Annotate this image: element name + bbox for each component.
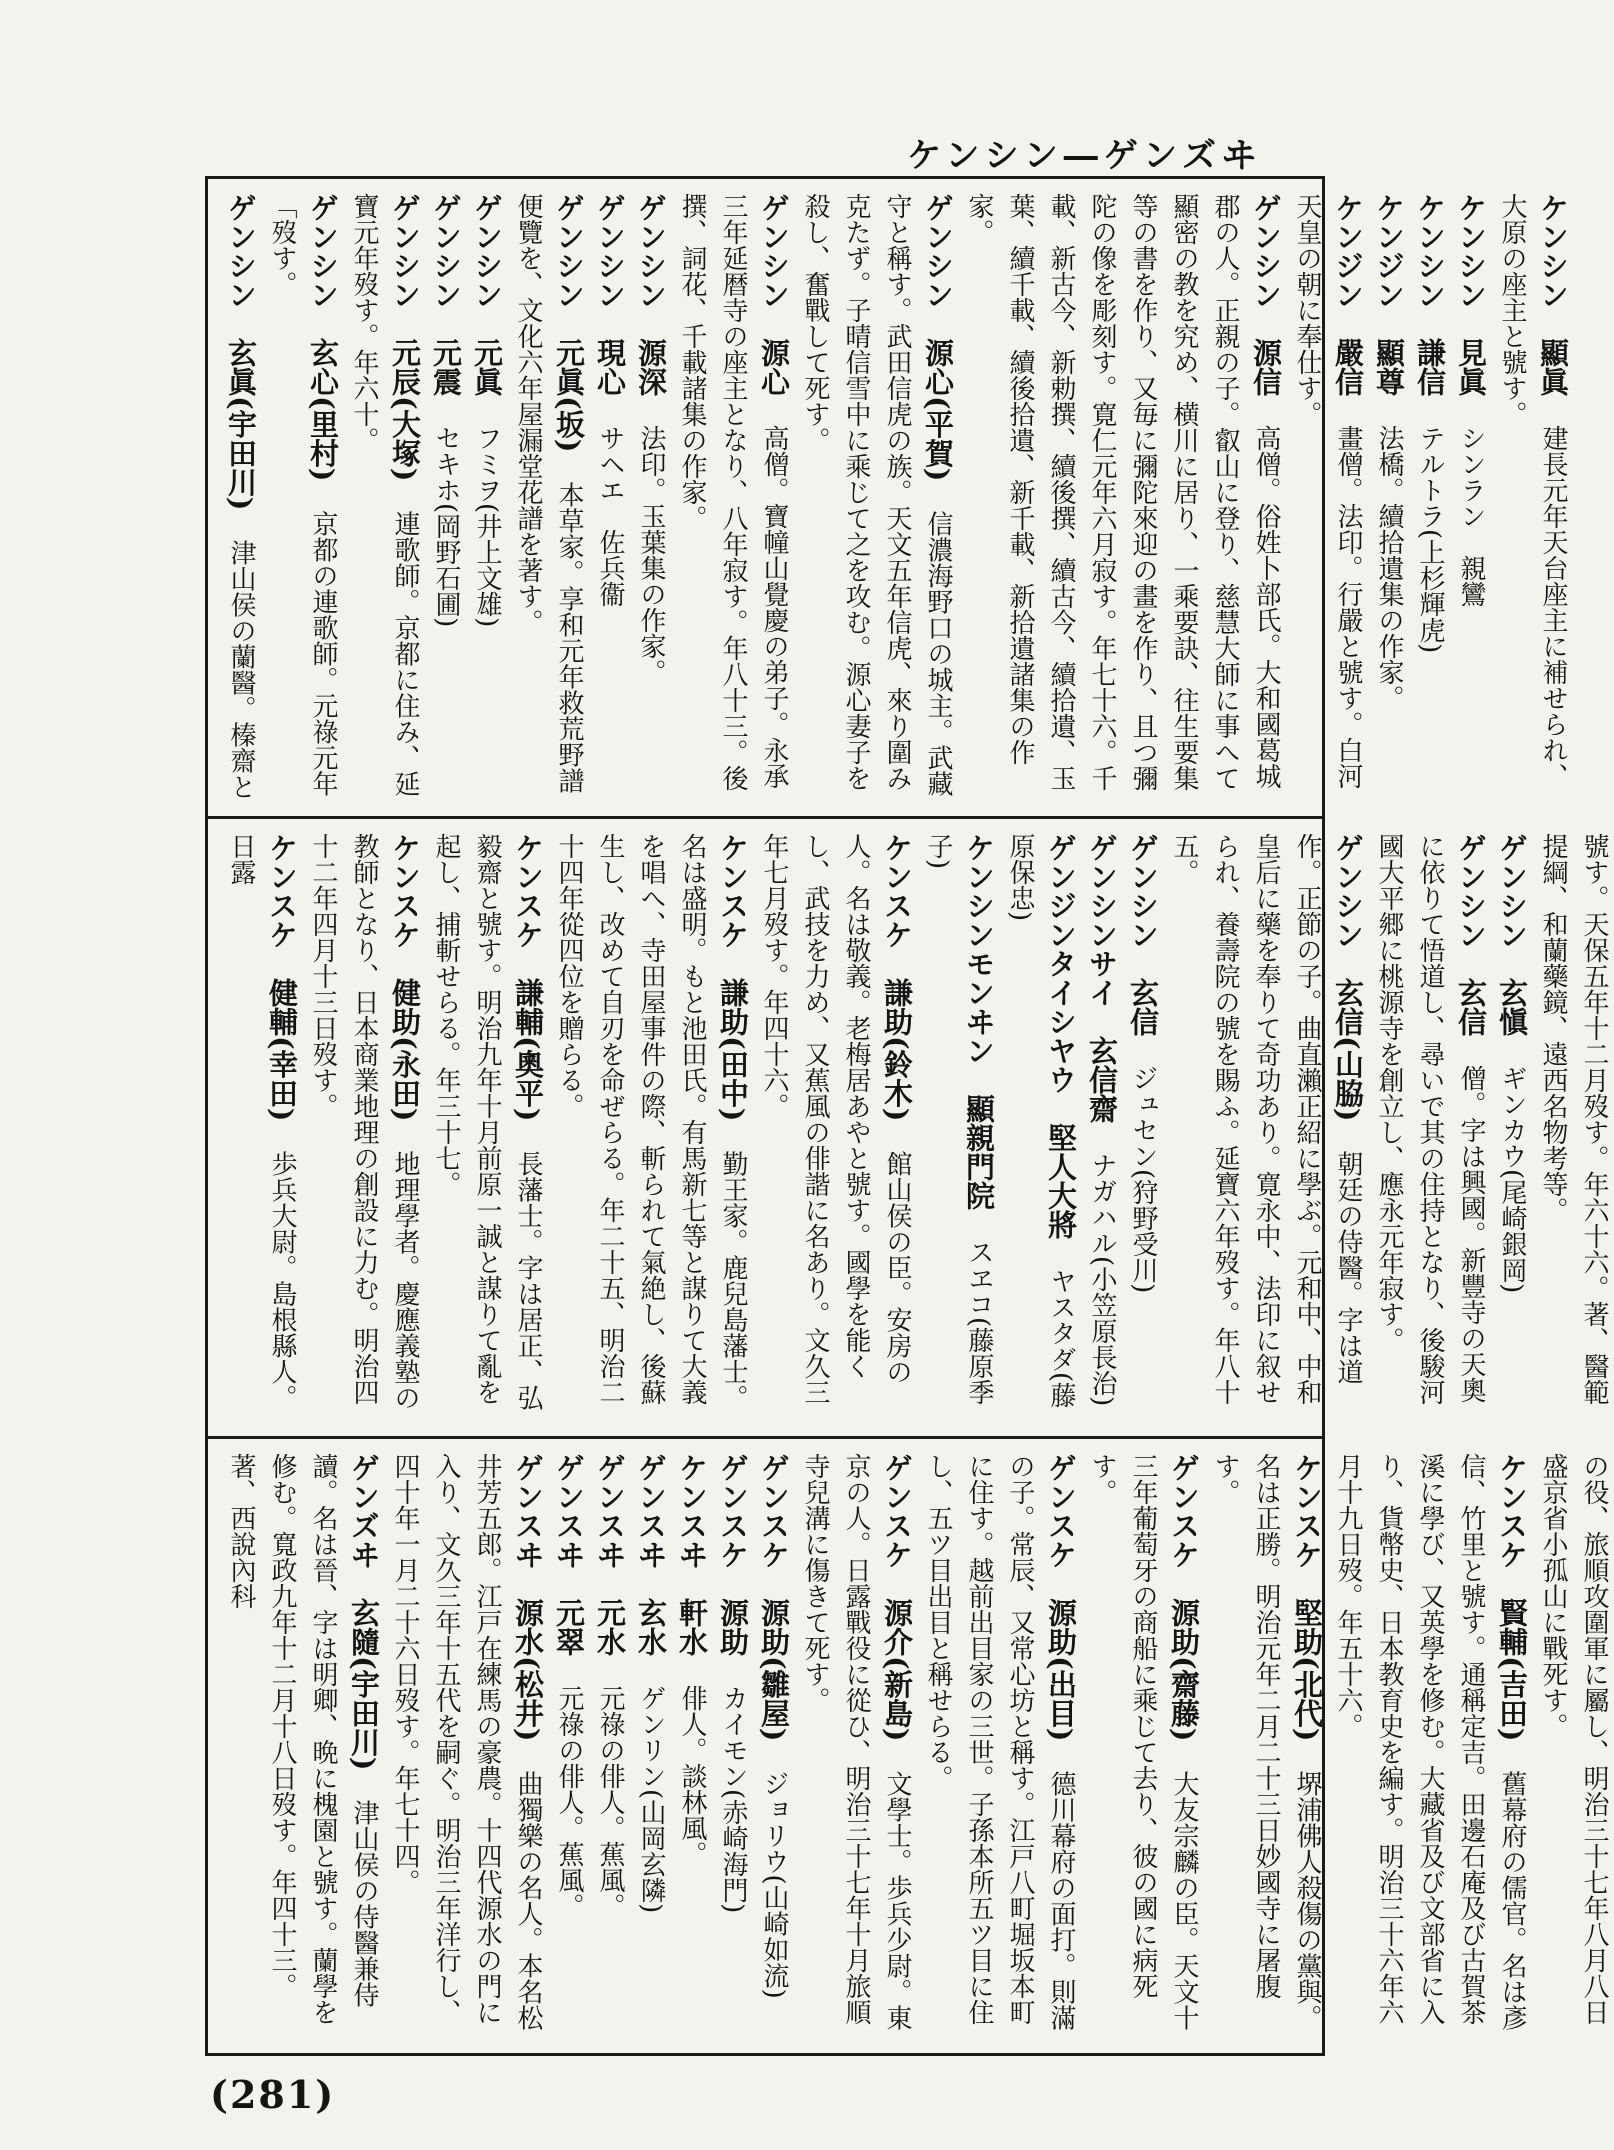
- dictionary-entry: [302, 833, 425, 1422]
- dictionary-entry: [753, 1453, 794, 2039]
- entry-text: 津山侯の侍醫兼侍讀。名は晉、字は明卿、晩に槐園と號す。蘭學を修む。寬政九年十二月十八日歿す。年四十三。著、西說內科: [226, 1453, 379, 2025]
- entry-text: セキホ(岡野石圃): [431, 425, 461, 628]
- entry-headword: ゲンスケ 源介(新島): [880, 1453, 914, 1771]
- middle-tier: [208, 819, 1609, 1439]
- entry-headword: ゲンシン 源心(平賀): [921, 193, 955, 511]
- entry-headword: ケンシン 顯眞: [1536, 193, 1570, 425]
- entry-headword: ゲンシン 元震: [429, 193, 463, 425]
- entry-headword: ケンスケ 堅助(北代): [1290, 1453, 1324, 1771]
- entry-headword: ケンスケ 謙助(鈴木): [880, 833, 914, 1151]
- entry-text: 德川幕府の面打。則滿の子。常辰、又常心坊と稱す。江戸八町堀坂本町に住す。越前出目家の三世。子孫本所五ツ目に住し、五ツ目出目と稱せらる。: [923, 1453, 1076, 2031]
- dictionary-entry: [343, 193, 425, 802]
- entry-headword: ゲンスヰ 元水: [593, 1453, 627, 1685]
- entry-headword: ゲンシン 源心: [757, 193, 791, 425]
- entry-headword: ゲンシン 元眞: [470, 193, 504, 425]
- entry-text: 長藩士。字は居正、弘毅齋と號す。明治九年十月前原一誠と謀りて亂を起し、捕斬せらる。年三十七。: [431, 833, 543, 1411]
- entry-headword: ゲンシン 玄心(里村): [306, 193, 340, 511]
- dictionary-entry: [999, 833, 1081, 1422]
- entry-text: 元祿の俳人。蕉風。: [554, 1685, 584, 1919]
- dictionary-entry: [1368, 833, 1491, 1422]
- entry-headword: ゲンシン 元眞(坂): [552, 193, 586, 482]
- dictionary-entry: [220, 833, 302, 1422]
- entry-headword: ゲンスヰ 元翠: [552, 1453, 586, 1685]
- entry-text: 堺浦佛人殺傷の黨與。名は正勝。明治元年二月二十三日妙國寺に屠腹す。: [1210, 1453, 1322, 2031]
- entry-text: シンラン 親鸞: [1456, 425, 1486, 607]
- entry-text: ナガハル(小笠原長治): [1087, 1152, 1117, 1407]
- dictionary-entry: [220, 1453, 384, 2039]
- dictionary-entry: [548, 833, 753, 1422]
- dictionary-entry: [1409, 193, 1450, 802]
- entry-headword: ゲンシン 玄眞(宇田川): [224, 193, 258, 540]
- dictionary-entry: [425, 833, 548, 1422]
- dictionary-entry: [958, 193, 1286, 802]
- entry-headword: ゲンシン 玄愼: [1495, 833, 1529, 1065]
- entry-headword: ゲンスヰ 玄水: [634, 1453, 668, 1685]
- entry-headword: ゲンスケ 源助: [716, 1453, 750, 1685]
- entry-text: 本草家。享和元年救荒野譜便覽を、文化六年屋漏堂花譜を著す。: [513, 193, 584, 794]
- dictionary-entry: [1491, 833, 1532, 1422]
- entry-text: スヱコ(藤原季子): [923, 833, 994, 1406]
- entry-text: 建長元年天台座主に補せられ、大原の座主と號す。: [1497, 193, 1568, 789]
- entry-text: ゲンリン(山岡玄隣): [636, 1685, 666, 1914]
- entry-text: 法印。玉葉集の作家。: [636, 425, 666, 685]
- lower-tier: [208, 1439, 1609, 2053]
- entry-headword: ケンスケ 賢輔(吉田): [1495, 1453, 1529, 1771]
- entry-headword: ゲンシン 玄信: [1126, 833, 1160, 1065]
- entry-text: 高僧。俗姓卜部氏。大和國葛城郡の人。正親の子。叡山に登り、慈慧大師に事へて顯密の教を究め、横川に居り、一乘要訣、往生要集等の書を作り、又毎に彌陀來迎の畫を作り、且つ彌陀の像を彫刻す。寛仁元年六月寂す。年七十六。千載、新古今、新勅撰、續後撰、續古今、續拾遺、玉葉、續千載、續後拾遺、新千載、新拾遺諸集の作家。: [964, 193, 1281, 791]
- entries-column: [220, 193, 1573, 802]
- entry-text: ギンカウ(尾崎銀岡): [1497, 1065, 1527, 1294]
- entry-headword: ゲンシン 源信: [1249, 193, 1283, 425]
- entry-text: テルトラ(上杉輝虎): [1415, 425, 1445, 654]
- page-number: (281): [210, 2072, 336, 2117]
- entry-text: 俳人。談林風。: [677, 1685, 707, 1867]
- dictionary-entry: [630, 1453, 671, 2039]
- dictionary-entry: [589, 193, 630, 802]
- entry-headword: ゲンシン 玄信(山脇): [1331, 833, 1365, 1151]
- entry-text: 勤王家。鹿兒島藩士。名は盛明。もと池田氏。有馬新七等と謀りて大義を唱へ、寺田屋事件の際、斬られて氣絶し、後蘇生し、改めて自刃を命ぜらる。年二十五、明治二十四年從四位を贈らる。: [554, 833, 748, 1411]
- entries-column: [220, 1453, 1614, 2039]
- dictionary-entry: [917, 1453, 1081, 2039]
- entry-headword: ゲンシン 元辰(大塚): [388, 193, 422, 511]
- entry-headword: ゲンスケ 源助(出目): [1044, 1453, 1078, 1771]
- entry-headword: ゲンズヰ 玄隨(宇田川): [347, 1453, 381, 1800]
- dictionary-entry: [507, 193, 589, 802]
- entry-headword: ケンシン 見眞: [1454, 193, 1488, 425]
- dictionary-entry: [1081, 1453, 1204, 2039]
- entry-text: 法橋。續拾遺集の作家。: [1374, 425, 1404, 711]
- entry-text: 連歌師。京都に住み、延寶元年歿す。年六十。: [349, 193, 420, 797]
- dictionary-entry: [1450, 193, 1491, 802]
- entry-text: フミヲ(井上文雄): [472, 425, 502, 628]
- page-frame: [205, 176, 1609, 2056]
- entry-headword: ケンシン 謙信: [1413, 193, 1447, 425]
- entry-text: 津山侯の蘭醫。榛齋と: [226, 539, 256, 800]
- dictionary-entry: [1204, 1453, 1327, 2039]
- entry-headword: ケンスケ 健助(永田): [388, 833, 422, 1151]
- dictionary-entry: [712, 1453, 753, 2039]
- entry-text: 畫僧。法印。行嚴と號す。白河天皇の朝に奉仕す。: [1292, 193, 1363, 789]
- dictionary-entry: [1122, 833, 1163, 1422]
- entry-text: 曲獨樂の名人。本名松井芳五郎。江戸在練馬の豪農。十四代源水の門に入り、文久三年十五代を嗣ぐ。明治三年洋行し、四十年一月二十六日歿す。年七十四。: [390, 1453, 543, 2031]
- entry-headword: ゲンスケ 源助(齋藤): [1167, 1453, 1201, 1771]
- entry-text: 高僧。寶幢山覺慶の弟子。永承三年延暦寺の座主となり、八年寂す。年八十三。後撰、詞花、千載諸集の作家。: [677, 193, 789, 791]
- dictionary-entry: [548, 1453, 589, 2039]
- dictionary-entry: [466, 193, 507, 802]
- dictionary-entry: [671, 193, 794, 802]
- entry-text: ジョリウ(山崎如流): [759, 1770, 789, 1999]
- entry-headword: ゲンスケ 源助(雛屋): [757, 1453, 791, 1771]
- entry-text: 舊幕府の儒官。名は彥信、竹里と號す。通稱定吉。田邊石庵及び古賀茶溪に學び、又英學を修む。大藏省及び文部省に入り、貨幣史、日本教育史を編す。明治三十六年六月十九日歿。年五十六。: [1333, 1453, 1527, 2031]
- entry-text: 號す。天保五年十二月歿す。年六十六。著、醫範提綱、和蘭藥鏡、遠西名物考等。: [1538, 833, 1609, 1405]
- entry-headword: ゲンジンタイシヤウ 堅人大將: [1044, 833, 1078, 1268]
- dictionary-entry: [1081, 833, 1122, 1422]
- entry-text: 地理學者。慶應義塾の教師となり、日本商業地理の創設に力む。明治四十二年四月十三日歿す。: [308, 833, 420, 1411]
- entry-headword: ケンジン 嚴信: [1331, 193, 1365, 425]
- entry-headword: ケンスケ 謙輔(奧平): [511, 833, 545, 1151]
- entry-headword: ゲンシン 現心: [593, 193, 627, 425]
- entry-text: サヘエ 佐兵衞: [595, 425, 625, 607]
- dictionary-entry: [1163, 833, 1368, 1422]
- entry-headword: ゲンシン 源深: [634, 193, 668, 425]
- dictionary-entry: [1491, 193, 1573, 802]
- entry-headword: ケンスケ 健輔(幸田): [265, 833, 299, 1151]
- entry-text: 京都の連歌師。元祿元年「歿す。: [267, 193, 338, 797]
- dictionary-entry: [753, 833, 917, 1422]
- dictionary-entry: [1532, 1453, 1614, 2039]
- dictionary-entry: [589, 1453, 630, 2039]
- dictionary-entry: [425, 193, 466, 802]
- entry-text: カイモン(赤崎海門): [718, 1685, 748, 1914]
- entries-column: [220, 833, 1614, 1422]
- dictionary-entry: [384, 1453, 548, 2039]
- entry-text: 朝廷の侍醫。字は道作。正節の子。曲直瀨正紹に學ぶ。元和中、中和皇后に藥を奉りて奇功あり。寛永中、法印に叙せられ、養壽院の號を賜ふ。延寶六年歿す。年八十五。: [1169, 833, 1363, 1405]
- dictionary-entry: [261, 193, 343, 802]
- dictionary-entry: [1327, 1453, 1532, 2039]
- entry-headword: ゲンシン 玄信: [1454, 833, 1488, 1065]
- upper-tier: [208, 179, 1570, 819]
- entry-text: 歩兵大尉。島根縣人。日露: [226, 833, 297, 1411]
- entry-headword: ゲンシンサイ 玄信齋: [1085, 833, 1119, 1152]
- entry-text: ジュセン(狩野受川): [1128, 1065, 1158, 1294]
- entry-text: 信濃海野口の城主。武藏守と稱す。武田信虎の族。天文五年信虎、來り圍み克たず。子晴信雪中に乘じて之を攻む。源心妻子を殺し、奮戰して死す。: [800, 193, 953, 797]
- dictionary-entry: [1532, 833, 1614, 1422]
- entry-text: 元祿の俳人。蕉風。: [595, 1685, 625, 1919]
- entry-text: ヤスタダ(藤原保忠): [1005, 833, 1076, 1409]
- entry-headword: ケンシンモンヰン 顯親門院: [962, 833, 996, 1239]
- entry-headword: ゲンスヰ 源水(松井): [511, 1453, 545, 1771]
- entry-text: 大友宗麟の臣。天文十三年葡萄牙の商船に乘じて去り、彼の國に病死す。: [1087, 1453, 1199, 2031]
- entry-headword: ケンスケ 謙助(田中): [716, 833, 750, 1151]
- entry-text: 館山侯の臣。安房の人。名は敬義。老梅居あやと號す。國學を能くし、武技を力め、又蕉風の俳諧に名あり。文久三年七月歿す。年四十六。: [759, 833, 912, 1405]
- entry-text: 僧。字は興國。新豐寺の天奧に依りて悟道し、尋いで其の住持となり、後駿河國大平郷に桃源寺を創立し、應永元年寂す。: [1374, 833, 1486, 1405]
- dictionary-entry: [1368, 193, 1409, 802]
- dictionary-entry: [917, 833, 999, 1422]
- entry-headword: ケンスヰ 軒水: [675, 1453, 709, 1685]
- dictionary-entry: [1286, 193, 1368, 802]
- dictionary-entry: [671, 1453, 712, 2039]
- entry-headword: ケンジン 顯尊: [1372, 193, 1406, 425]
- dictionary-entry: [630, 193, 671, 802]
- entry-text: 文學士。歩兵少尉。東京の人。日露戰役に從ひ、明治三十七年十月旅順寺兒溝に傷きて死す。: [800, 1453, 912, 2031]
- dictionary-entry: [220, 193, 261, 802]
- dictionary-entry: [794, 193, 958, 802]
- dictionary-entry: [794, 1453, 917, 2039]
- running-header: ケンシン―ゲンズヰ: [907, 136, 1262, 176]
- entry-text: の役、旅順攻圍軍に屬し、明治三十七年八月八日盛京省小孤山に戰死す。: [1538, 1453, 1609, 2025]
